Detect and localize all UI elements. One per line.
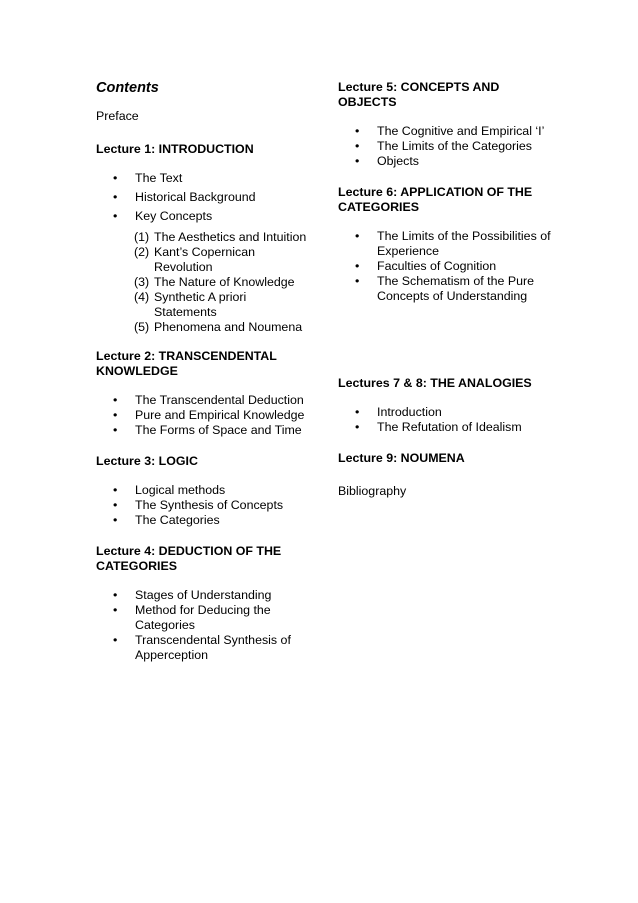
lectures-7-8-heading: Lectures 7 & 8: THE ANALOGIES	[338, 376, 532, 390]
list-item: • Introduction	[355, 405, 442, 419]
right-column	[338, 80, 553, 517]
bullet-icon: •	[355, 405, 360, 419]
contents-title: Contents	[96, 80, 159, 96]
list-item: • Key Concepts	[113, 209, 213, 223]
list-item: • Transcendental Synthesis of Apperception	[113, 633, 291, 662]
lectures-7-8-bullets	[338, 405, 553, 435]
bullet-icon: •	[113, 633, 118, 647]
list-item: • The Cognitive and Empirical ‘I’	[355, 124, 545, 138]
spacer	[338, 320, 553, 376]
bullet-icon: •	[113, 498, 118, 512]
list-item: • The Transcendental Deduction	[113, 393, 304, 407]
bullet-icon: •	[113, 483, 118, 497]
lecture-5-bullets	[338, 124, 553, 169]
bibliography-entry: Bibliography	[338, 484, 407, 498]
list-item: (1) The Aesthetics and Intuition	[134, 230, 307, 244]
bullet-icon: •	[113, 171, 118, 185]
list-item: • Faculties of Cognition	[355, 259, 497, 273]
list-item: • Historical Background	[113, 190, 256, 204]
bullet-icon: •	[355, 124, 360, 138]
bullet-icon: •	[113, 513, 118, 527]
list-item: • The Synthesis of Concepts	[113, 498, 284, 512]
lecture-1-heading: Lecture 1: INTRODUCTION	[96, 142, 254, 156]
bullet-icon: •	[113, 603, 118, 617]
list-item: (2) Kant’s Copernican Revolution	[134, 245, 256, 274]
list-item: (4) Synthetic A priori Statements	[134, 290, 247, 319]
bullet-icon: •	[355, 259, 360, 273]
list-item: • The Limits of the Possibilities of Experience	[355, 229, 551, 258]
bullet-icon: •	[355, 154, 360, 168]
lecture-4-bullets	[96, 588, 311, 663]
bullet-icon: •	[113, 588, 118, 602]
left-column	[96, 80, 311, 679]
lecture-2-bullets	[96, 393, 311, 438]
list-item: • Pure and Empirical Knowledge	[113, 408, 305, 422]
list-item: • The Refutation of Idealism	[355, 420, 522, 434]
bullet-icon: •	[355, 274, 360, 288]
list-item: • The Schematism of the Pure Concepts of Understanding	[355, 274, 535, 303]
bullet-icon: •	[113, 423, 118, 437]
list-item: • The Limits of the Categories	[355, 139, 532, 153]
bullet-icon: •	[355, 420, 360, 434]
key-concepts-list	[96, 230, 311, 335]
lecture-2-heading: Lecture 2: TRANSCENDENTAL KNOWLEDGE	[96, 349, 277, 378]
lecture-4-heading: Lecture 4: DEDUCTION OF THE CATEGORIES	[96, 544, 282, 573]
list-item: • Method for Deducing the Categories	[113, 603, 271, 632]
list-item: (5) Phenomena and Noumena	[134, 320, 303, 334]
preface-entry: Preface	[96, 109, 139, 123]
list-item: • The Text	[113, 171, 183, 185]
list-item: • Logical methods	[113, 483, 226, 497]
bullet-icon: •	[355, 229, 360, 243]
bullet-icon: •	[113, 190, 118, 204]
list-item: • Objects	[355, 154, 420, 168]
bullet-icon: •	[355, 139, 360, 153]
lecture-5-heading: Lecture 5: CONCEPTS AND OBJECTS	[338, 80, 500, 109]
lecture-9-heading: Lecture 9: NOUMENA	[338, 451, 465, 465]
bullet-icon: •	[113, 393, 118, 407]
lecture-3-bullets	[96, 483, 311, 528]
list-item: (3) The Nature of Knowledge	[134, 275, 295, 289]
lecture-6-bullets	[338, 229, 553, 304]
lecture-1-bullets	[96, 171, 311, 224]
bullet-icon: •	[113, 209, 118, 223]
bullet-icon: •	[113, 408, 118, 422]
list-item: • The Forms of Space and Time	[113, 423, 302, 437]
list-item: • The Categories	[113, 513, 220, 527]
list-item: • Stages of Understanding	[113, 588, 272, 602]
lecture-3-heading: Lecture 3: LOGIC	[96, 454, 198, 468]
lecture-6-heading: Lecture 6: APPLICATION OF THE CATEGORIES	[338, 185, 533, 214]
